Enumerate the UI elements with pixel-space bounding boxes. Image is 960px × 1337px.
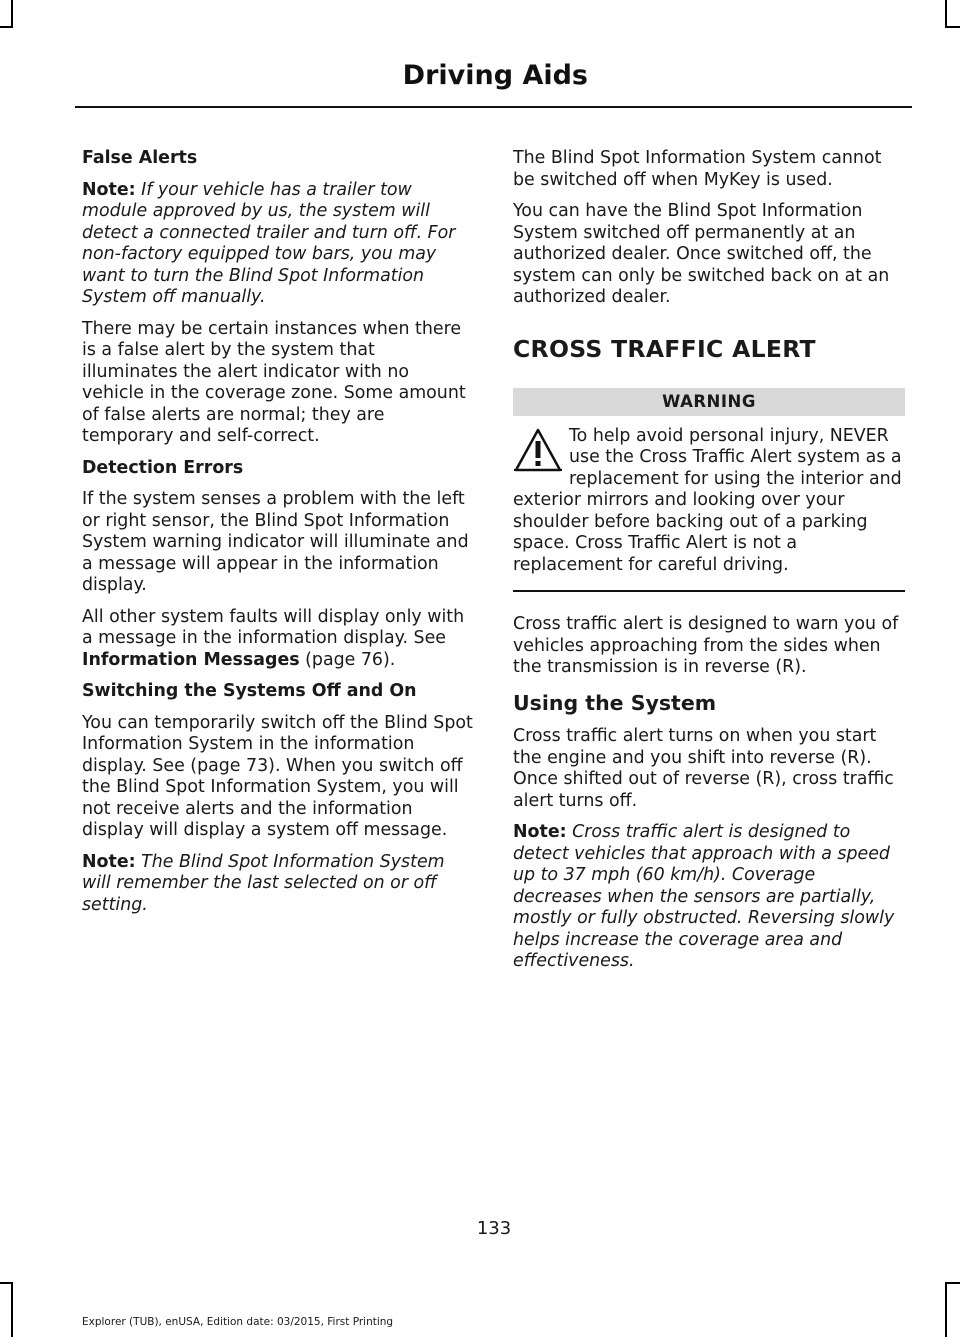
warning-text: To help avoid personal injury, NEVER use the Cross Traffic Alert system as a replacement for using the interior and exterior mirrors and looking over your shoulder before backing out of a parking space. Cross Traffic Alert is not a replacement for careful driving. (513, 425, 902, 575)
crop-mark (945, 26, 960, 28)
crop-mark (945, 1282, 960, 1284)
crop-mark (0, 26, 13, 28)
page-number: 133 (476, 1218, 512, 1239)
note-text: If your vehicle has a trailer tow module approved by us, the system will detect a connected trailer and turn off. For non-factory equipped tow bars, you may want to turn the Blind Spot Information System off manually. (82, 179, 456, 307)
note-label: Note: (513, 822, 567, 842)
page-reference: (page 76). (305, 649, 396, 670)
switching-paragraph: You can temporarily switch off the Blind Spot Information System in the information display. See (page 73). When you switch off the Blind Spot Information System, you will not receive alerts and the information display will display a system off message. (82, 712, 473, 840)
cross-traffic-description: Cross traffic alert is designed to warn you of vehicles approaching from the sides when the transmission is in reverse (R). (513, 614, 899, 677)
crop-mark (945, 1282, 947, 1337)
false-alerts-paragraph: There may be certain instances when there is a false alert by the system that illuminates the alert indicator with no vehicle in the coverage zone. Some amount of false alerts are normal; they are temporary and self-correct. (82, 318, 466, 446)
system-faults-paragraph (82, 607, 474, 672)
cross-traffic-alert-heading: CROSS TRAFFIC ALERT (513, 334, 816, 363)
right-column (513, 148, 905, 983)
crop-mark (11, 0, 13, 28)
using-the-system-heading: Using the System (513, 690, 717, 715)
mykey-paragraph: The Blind Spot Information System cannot be switched off when MyKey is used. (513, 148, 882, 190)
note-text: Cross traffic alert is designed to detect vehicles that approach with a speed up to 37 mph (60 km/h). Coverage decreases when the sensors are partially, mostly or fully obstructed. Reversing slowly helps increase the coverage area and effectiveness. (513, 822, 895, 971)
left-column (82, 148, 474, 926)
warning-label: WARNING (513, 388, 905, 416)
using-the-system-paragraph: Cross traffic alert turns on when you start the engine and you shift into reverse (R). Once shifted out of reverse (R), cross traffic alert turns off. (513, 726, 894, 811)
note-paragraph (82, 852, 474, 917)
information-messages-link[interactable]: Information Messages (82, 649, 300, 670)
note-paragraph (82, 180, 474, 309)
crop-mark (945, 0, 947, 28)
detection-errors-paragraph: If the system senses a problem with the left or right sensor, the Blind Spot Information System warning indicator will illuminate and a message will appear in the information display. (82, 489, 469, 595)
system-faults-text: All other system faults will display only with a message in the information display. See (82, 606, 465, 648)
warning-triangle-icon (513, 426, 563, 474)
false-alerts-heading: False Alerts (82, 148, 198, 168)
dealer-paragraph: You can have the Blind Spot Information System switched off permanently at an authorized dealer. Once switched off, the system can only be switched back on at an authorized dealer. (513, 201, 890, 307)
crop-mark (0, 1282, 13, 1284)
footer-edition: Explorer (TUB), enUSA, Edition date: 03/2015, First Printing (82, 1316, 394, 1328)
note-paragraph (513, 822, 905, 973)
note-label: Note: (82, 851, 136, 872)
crop-mark (11, 1282, 13, 1337)
switching-heading: Switching the Systems Off and On (82, 681, 417, 701)
page-section-title: Driving Aids (402, 60, 588, 91)
header-divider (75, 106, 912, 108)
note-label: Note: (82, 179, 136, 200)
detection-errors-heading: Detection Errors (82, 457, 244, 478)
note-text: The Blind Spot Information System will remember the last selected on or off setting. (82, 851, 445, 915)
warning-box (513, 426, 905, 593)
